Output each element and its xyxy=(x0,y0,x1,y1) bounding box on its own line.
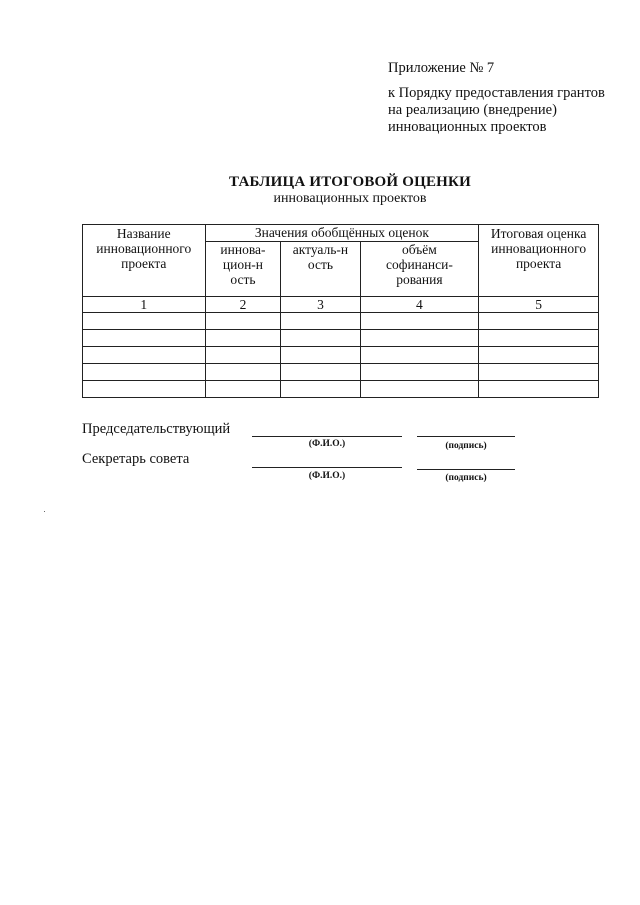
header-innovation xyxy=(205,242,281,297)
header-project-name-label: Название инновационного проекта xyxy=(96,226,192,271)
header-actuality xyxy=(281,242,360,297)
table-cell xyxy=(479,330,599,347)
table-cell xyxy=(479,364,599,381)
appendix-line-3: инновационных проектов xyxy=(388,119,547,135)
column-number: 1 xyxy=(83,297,206,313)
column-number: 2 xyxy=(205,297,281,313)
column-number: 5 xyxy=(479,297,599,313)
secretary-fio-line[interactable] xyxy=(252,467,402,468)
appendix-header xyxy=(388,60,605,136)
table-cell xyxy=(205,381,281,398)
column-number: 3 xyxy=(281,297,360,313)
evaluation-table xyxy=(82,224,599,398)
column-numbers-row xyxy=(83,297,599,313)
header-scores-group-label: Значения обобщённых оценок xyxy=(254,225,429,240)
table-cell xyxy=(205,330,281,347)
header-innovation-label: иннова-цион-ность xyxy=(220,242,266,287)
appendix-line-1: к Порядку предоставления грантов xyxy=(388,85,605,101)
table-cell xyxy=(360,313,479,330)
table-cell xyxy=(205,364,281,381)
scan-speck xyxy=(44,511,45,512)
header-cofinancing-label: объём софинанси-рования xyxy=(385,242,453,287)
chair-signature-line[interactable] xyxy=(417,436,515,437)
secretary-fio-caption: (Ф.И.О.) xyxy=(308,471,346,481)
table-cell xyxy=(205,347,281,364)
table-cell xyxy=(281,364,360,381)
chair-fio-caption: (Ф.И.О.) xyxy=(308,439,346,449)
table-cell xyxy=(83,347,206,364)
table-row xyxy=(83,347,599,364)
header-scores-group xyxy=(205,225,479,242)
secretary-signature-line[interactable] xyxy=(417,469,515,470)
appendix-line-2: на реализацию (внедрение) xyxy=(388,102,557,118)
table-cell xyxy=(83,364,206,381)
table-cell xyxy=(83,381,206,398)
table-row xyxy=(83,313,599,330)
table-cell xyxy=(360,364,479,381)
column-number: 4 xyxy=(360,297,479,313)
appendix-number: Приложение № 7 xyxy=(388,60,495,76)
table-cell xyxy=(281,313,360,330)
table-row xyxy=(83,381,599,398)
table-cell xyxy=(281,347,360,364)
header-project-name xyxy=(83,225,206,297)
chair-signature-caption: (подпись) xyxy=(445,441,487,451)
table-cell xyxy=(83,330,206,347)
chair-label: Председательствующий xyxy=(82,421,231,437)
table-cell xyxy=(205,313,281,330)
table-cell xyxy=(360,330,479,347)
table-cell xyxy=(281,381,360,398)
table-row xyxy=(83,330,599,347)
document-subtitle: инновационных проектов xyxy=(273,191,427,206)
table-cell xyxy=(281,330,360,347)
header-total-score xyxy=(479,225,599,297)
chair-fio-line[interactable] xyxy=(252,436,402,437)
table-cell xyxy=(479,313,599,330)
header-total-score-label: Итоговая оценка инновационного проекта xyxy=(490,226,587,271)
table-cell xyxy=(83,313,206,330)
table-row xyxy=(83,364,599,381)
table-cell xyxy=(479,381,599,398)
table-cell xyxy=(360,347,479,364)
secretary-signature-caption: (подпись) xyxy=(445,473,487,483)
header-cofinancing xyxy=(360,242,479,297)
secretary-label: Секретарь совета xyxy=(82,451,190,467)
table-cell xyxy=(360,381,479,398)
document-title: ТАБЛИЦА ИТОГОВОЙ ОЦЕНКИ xyxy=(229,174,471,190)
table-cell xyxy=(479,347,599,364)
header-actuality-label: актуаль-ность xyxy=(292,242,349,272)
